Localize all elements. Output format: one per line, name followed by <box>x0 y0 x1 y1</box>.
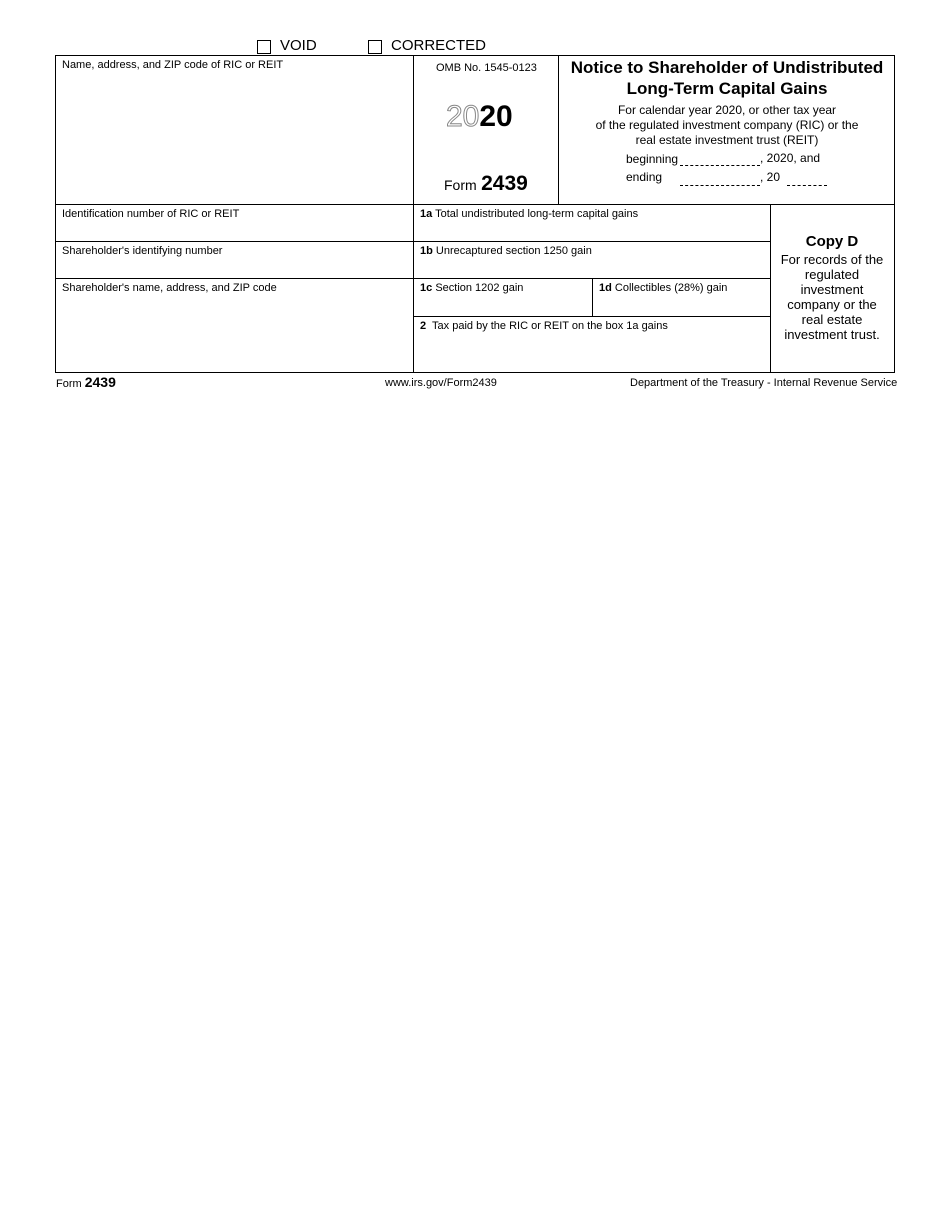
form-word: Form <box>444 177 477 193</box>
footer-form-number: 2439 <box>84 374 116 390</box>
ending-year-field[interactable] <box>787 185 827 186</box>
box-1c-text: Section 1202 gain <box>435 282 524 294</box>
tax-year-description <box>560 103 894 148</box>
box-2-text: Tax paid by the RIC or REIT on the box 1a gains <box>432 320 668 332</box>
desc-line2: of the regulated investment company (RIC) or the <box>595 118 859 132</box>
form-title <box>560 57 894 99</box>
box-1d-text: Collectibles (28%) gain <box>614 282 728 294</box>
footer-url: www.irs.gov/Form2439 <box>385 377 497 389</box>
footer-form-id <box>56 374 116 390</box>
copy-desc-line: For records of the <box>780 252 884 267</box>
box-1b-label <box>420 245 592 257</box>
payer-name-label: Name, address, and ZIP code of RIC or REIT <box>62 59 284 71</box>
form-title-line2: Long-Term Capital Gains <box>626 79 828 98</box>
form-title-line1: Notice to Shareholder of Undistributed <box>570 58 884 77</box>
copy-desc-line: investment <box>800 282 864 297</box>
copy-desc-line: investment trust. <box>784 327 880 342</box>
form-id <box>444 172 528 196</box>
omb-number: OMB No. 1545-0123 <box>436 62 537 74</box>
box-2-number: 2 <box>420 320 427 332</box>
box-2-label <box>420 320 668 332</box>
box-1d-label <box>599 282 727 294</box>
shareholder-name-label: Shareholder's name, address, and ZIP code <box>62 282 277 294</box>
footer-form-word: Form <box>56 378 82 390</box>
beginning-label: beginning <box>626 152 679 166</box>
copy-desc-line: regulated <box>804 267 860 282</box>
tax-year <box>446 100 513 134</box>
ending-label: ending <box>626 170 663 184</box>
box-1c-number: 1c <box>420 282 433 294</box>
shareholder-id-label: Shareholder's identifying number <box>62 245 223 257</box>
box-1d-number: 1d <box>599 282 612 294</box>
tax-year-outline: 20 <box>446 100 480 133</box>
corrected-checkbox[interactable] <box>368 40 382 54</box>
box-1c-label <box>420 282 523 294</box>
box-1a-text: Total undistributed long-term capital gains <box>435 208 639 220</box>
box-1a-number: 1a <box>420 208 433 220</box>
copy-title: Copy D <box>805 233 859 250</box>
desc-line3: real estate investment trust (REIT) <box>635 133 819 147</box>
ending-date-field[interactable] <box>680 185 760 186</box>
box-1b-number: 1b <box>420 245 433 257</box>
footer-agency: Department of the Treasury - Internal Revenue Service <box>630 377 898 389</box>
form-number: 2439 <box>481 172 528 195</box>
copy-desc-line: company or the <box>787 297 877 312</box>
ending-suffix: , 20 <box>760 170 781 184</box>
box-1a-label <box>420 208 638 220</box>
copy-desc-line: real estate <box>801 312 863 327</box>
tax-year-bold: 20 <box>479 100 513 133</box>
copy-description <box>772 252 892 342</box>
beginning-suffix: , 2020, and <box>760 151 821 165</box>
void-checkbox[interactable] <box>257 40 271 54</box>
ric-id-label: Identification number of RIC or REIT <box>62 208 240 220</box>
void-label: VOID <box>280 37 317 54</box>
beginning-date-field[interactable] <box>680 165 760 166</box>
desc-line1: For calendar year 2020, or other tax year <box>617 103 837 117</box>
corrected-label: CORRECTED <box>391 37 487 54</box>
box-1b-text: Unrecaptured section 1250 gain <box>435 245 592 257</box>
